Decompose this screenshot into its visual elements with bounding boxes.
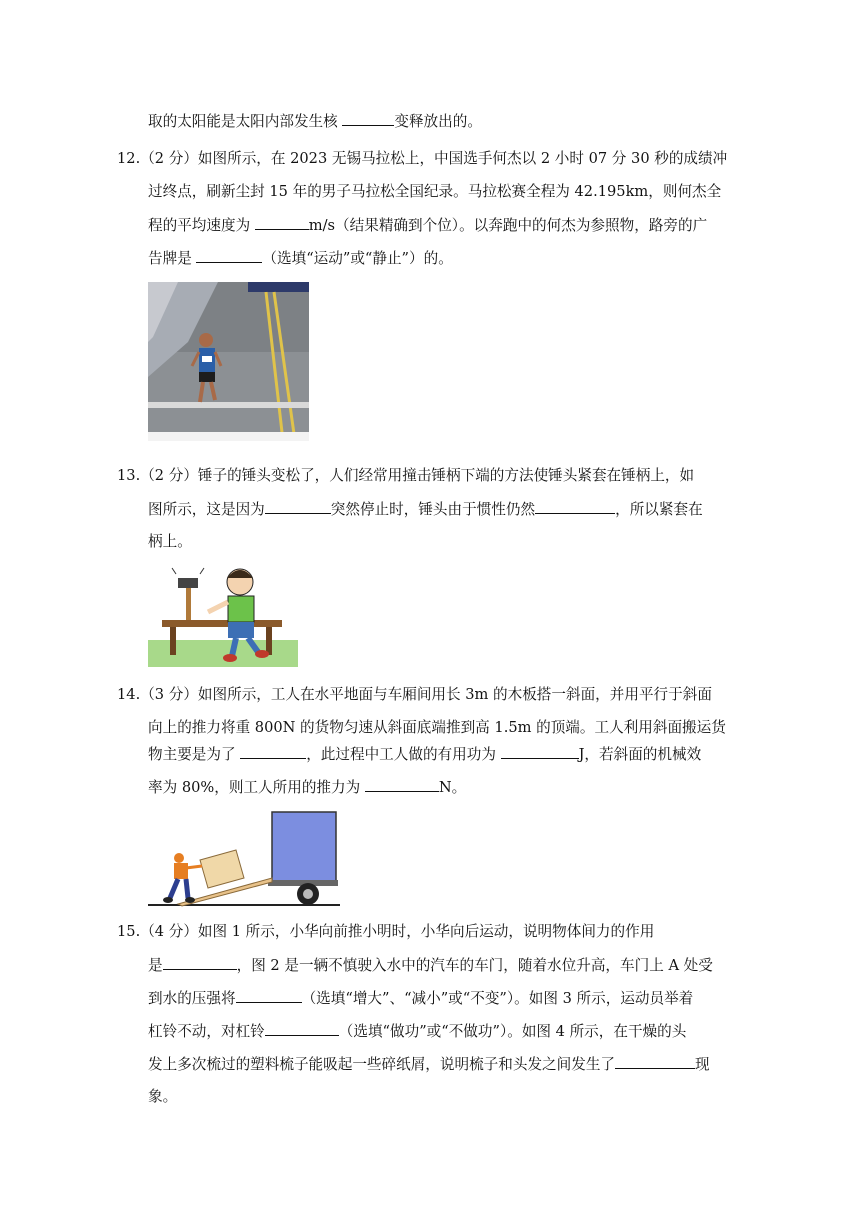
q13-blank-1[interactable] xyxy=(265,499,331,514)
q14-blank-2[interactable] xyxy=(501,744,579,759)
q15-line-3 xyxy=(148,988,693,1009)
q15-blank-4[interactable] xyxy=(615,1054,695,1069)
q15-blank-1[interactable] xyxy=(163,955,237,970)
q15-text: 是 xyxy=(148,957,163,974)
q13-text-post: ，所以紧套在 xyxy=(615,501,703,518)
q15-line-6: 象。 xyxy=(148,1088,178,1105)
q12-blank-1[interactable] xyxy=(255,215,309,230)
ramp-truck-image xyxy=(148,808,340,908)
q15-blank-2[interactable] xyxy=(236,988,302,1003)
q15-text-post: ，图 2 是一辆不慎驶入水中的汽车的车门，随着水位升高，车门上 A 处受 xyxy=(236,957,713,974)
q13-text: 图所示，这是因为 xyxy=(148,501,265,518)
q11-blank-1[interactable] xyxy=(342,111,394,126)
marathon-runner-image xyxy=(148,282,309,441)
q15-text: 到水的压强将 xyxy=(148,990,236,1007)
q14-line-4 xyxy=(148,777,466,798)
q12-line-1: 12.（2 分）如图所示，在 2023 无锡马拉松上，中国选手何杰以 2 小时 07 分 30 秒的成绩冲 xyxy=(117,150,728,167)
q14-line-2: 向上的推力将重 800N 的货物匀速从斜面底端推到高 1.5m 的顶端。工人利用斜面搬运货 xyxy=(148,719,726,736)
q15-line-1: 15.（4 分）如图 1 所示，小华向前推小明时，小华向后运动，说明物体间力的作用 xyxy=(117,923,655,940)
q13-blank-2[interactable] xyxy=(535,499,615,514)
q14-line-3 xyxy=(148,744,701,765)
q12-text-post: m/s（结果精确到个位）。以奔跑中的何杰为参照物，路旁的广 xyxy=(308,217,708,234)
q15-line-5 xyxy=(148,1054,710,1075)
q14-line-1: 14.（3 分）如图所示，工人在水平地面与车厢间用长 3m 的木板搭一斜面，并用平行于斜面 xyxy=(117,686,712,703)
q11-text: 取的太阳能是太阳内部发生核 xyxy=(148,113,343,130)
q15-line-2 xyxy=(148,955,713,976)
q14-text-post: J，若斜面的机械效 xyxy=(578,746,702,763)
hammer-cartoon-image xyxy=(148,556,298,667)
q13-text-mid: 突然停止时，锤头由于惯性仍然 xyxy=(330,501,536,518)
q12-text-post: （选填“运动”或“静止”）的。 xyxy=(262,250,453,267)
q14-text: 物主要是为了 xyxy=(148,746,241,763)
q12-text: 程的平均速度为 xyxy=(148,217,255,234)
q15-line-4 xyxy=(148,1021,686,1042)
q14-text: 率为 80%，则工人所用的推力为 xyxy=(148,779,365,796)
q14-text-post: N。 xyxy=(438,779,467,796)
q12-blank-2[interactable] xyxy=(196,248,262,263)
q12-line-3 xyxy=(148,215,707,236)
q11-line-1 xyxy=(148,111,482,132)
q13-line-2 xyxy=(148,499,703,520)
q15-text: 杠铃不动，对杠铃 xyxy=(148,1023,265,1040)
q14-text-mid: ，此过程中工人做的有用功为 xyxy=(306,746,501,763)
q13-line-1: 13.（2 分）锤子的锤头变松了，人们经常用撞击锤柄下端的方法使锤头紧套在锤柄上，如 xyxy=(117,467,695,484)
q15-text: 发上多次梳过的塑料梳子能吸起一些碎纸屑，说明梳子和头发之间发生了 xyxy=(148,1056,616,1073)
q14-blank-1[interactable] xyxy=(240,744,306,759)
q12-line-4 xyxy=(148,248,453,269)
q15-text-post: （选填“做功”或“不做功”）。如图 4 所示，在干燥的头 xyxy=(338,1023,687,1040)
q12-line-2: 过终点，刷新尘封 15 年的男子马拉松全国纪录。马拉松赛全程为 42.195km，则何杰全 xyxy=(148,183,722,200)
q11-text-post: 变释放出的。 xyxy=(394,113,482,130)
q15-text-post: （选填“增大”、“减小”或“不变”）。如图 3 所示，运动员举着 xyxy=(301,990,694,1007)
q15-text-post: 现 xyxy=(695,1056,710,1073)
q13-line-3: 柄上。 xyxy=(148,533,192,550)
q15-blank-3[interactable] xyxy=(265,1021,339,1036)
q12-text: 告牌是 xyxy=(148,250,197,267)
q14-blank-3[interactable] xyxy=(365,777,439,792)
